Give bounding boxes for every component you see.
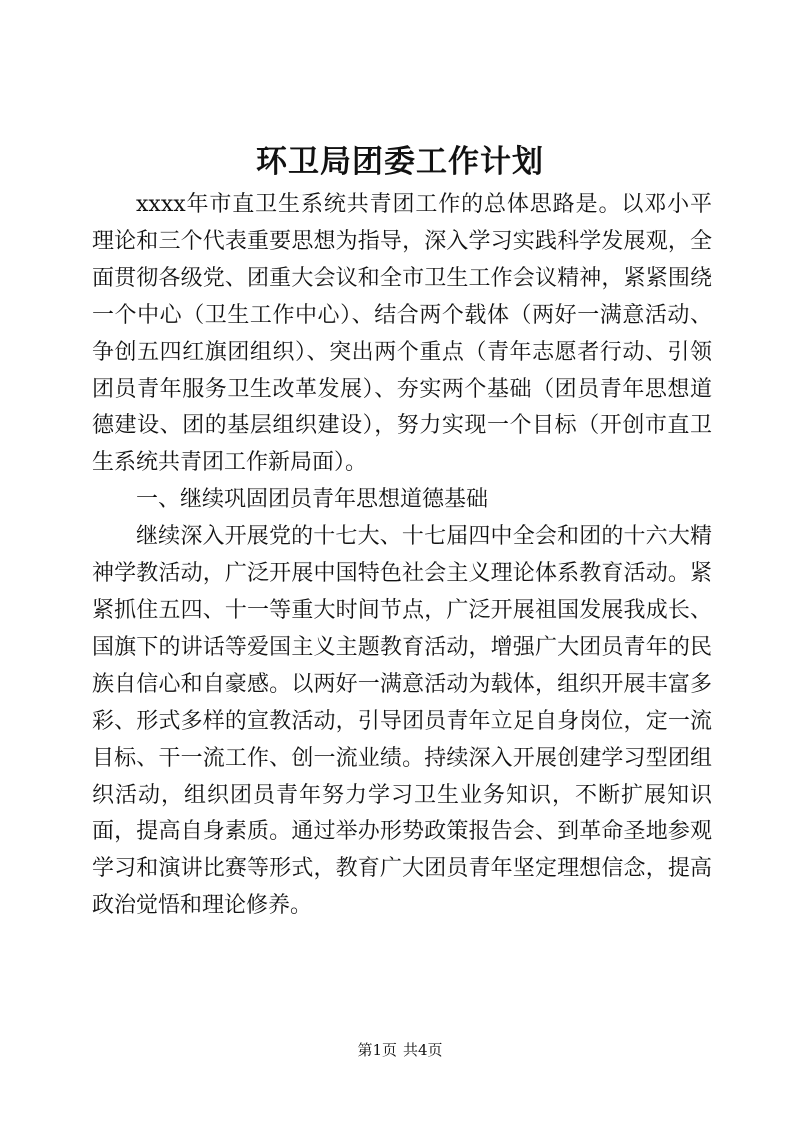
paragraph-intro: xxxx年市直卫生系统共青团工作的总体思路是。以邓小平理论和三个代表重要思想为指导，深入学习实践科学发展观，全面贯彻各级党、团重大会议和全市卫生工作会议精神，紧紧围绕一个中心（卫生工作中心）、结合两个载体（两好一满意活动、争创五四红旗团组织）、突出两个重点（青年志愿者行动、引领团员青年服务卫生改革发展）、夯实两个基础（团员青年思想道德建设、团的基层组织建设），努力实现一个目标（开创市直卫生系统共青团工作新局面）。 [92, 192, 712, 476]
page-number: 第1页 [357, 1041, 397, 1059]
section-heading: 一、继续巩固团员青年思想道德基础 [136, 487, 489, 513]
page-footer [0, 1040, 800, 1060]
document-body [92, 187, 712, 925]
paragraph-section-1: 继续深入开展党的十七大、十七届四中全会和团的十六大精神学教活动，广泛开展中国特色社会主义理论体系教育活动。紧紧抓住五四、十一等重大时间节点，广泛开展祖国发展我成长、国旗下的讲话等爱国主义主题教育活动，增强广大团员青年的民族自信心和自豪感。以两好一满意活动为载体，组织开展丰富多彩、形式多样的宣教活动，引导团员青年立足自身岗位，定一流目标、干一流工作、创一流业绩。持续深入开展创建学习型团组织活动，组织团员青年努力学习卫生业务知识，不断扩展知识面，提高自身素质。通过举办形势政策报告会、到革命圣地参观学习和演讲比赛等形式，教育广大团员青年坚定理想信念，提高政治觉悟和理论修养。 [92, 524, 712, 919]
page-total: 共4页 [403, 1041, 443, 1059]
document-title: 环卫局团委工作计划 [256, 144, 544, 180]
